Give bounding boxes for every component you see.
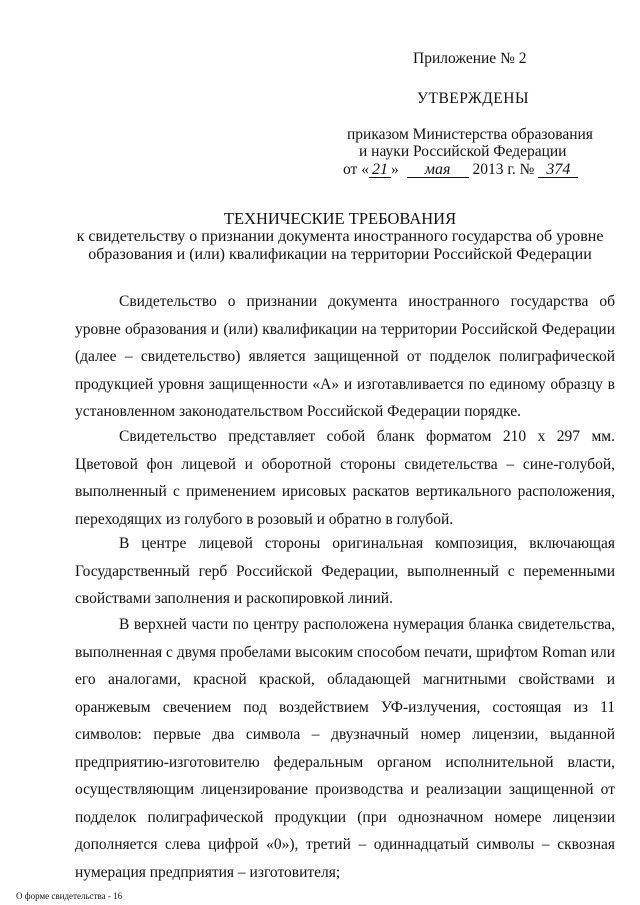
- paragraph-3: В центре лицевой стороны оригинальная композиция, включающая Государственный герб Российской Федерации, выполненный с переменными свойствами заполнения и раскопировкой линий.: [75, 535, 615, 607]
- date-month: мая: [407, 163, 469, 178]
- approved-label: УТВЕРЖДЕНЫ: [417, 90, 529, 107]
- date-prefix: от «: [343, 161, 369, 178]
- date-mid: »: [390, 161, 399, 178]
- paragraph-4: В верхней части по центру расположена нумерация бланка свидетельства, выполненная с двумя пробелами высоким способом печати, шрифтом Roman или его аналогами, красной краской, обладающей магнитными свойствами и оранжевым свечением под воздействием УФ-излучения, состоящая из 11 символов: первые два символа – двузначный номер лицензии, выданной предприятию-изготовителю федеральным органом исполнительной власти, осуществляющим лицензирование производства и реализации защищенной от подделок полиграфической продукции (при однозначном номере лицензии дополняется слева цифрой «0»), третий – одиннадцатый символы – сквозная нумерация предприятия – изготовителя;: [75, 616, 615, 881]
- order-date-line: [343, 161, 578, 179]
- appendix-label: Приложение № 2: [413, 50, 527, 67]
- order-number: 374: [538, 163, 578, 178]
- document-subtitle-line-1: к свидетельству о признании документа иностранного государства об уровне: [76, 228, 604, 245]
- document-title: ТЕХНИЧЕСКИЕ ТРЕБОВАНИЯ: [223, 209, 457, 228]
- document-subtitle-line-2: образования и (или) квалификации на территории Российской Федерации: [88, 246, 592, 263]
- page-footer: О форме свидетельства - 16: [16, 891, 123, 901]
- date-year: 2013 г. №: [472, 161, 535, 178]
- order-line-1: приказом Министерства образования: [347, 126, 593, 143]
- date-day: 21: [369, 163, 391, 178]
- paragraph-2: Свидетельство представляет собой бланк форматом 210 х 297 мм. Цветовой фон лицевой и оборотной стороны свидетельства – сине-голубой, выполненный с применением ирисовых раскатов вертикального расположения, переходящих из голубого в розовый и обратно в голубой.: [75, 428, 615, 528]
- paragraph-1: Свидетельство о признании документа иностранного государства об уровне образования и (или) квалификации на территории Российской Федерации (далее – свидетельство) является защищенной от подделок полиграфической продукцией уровня защищенности «А» и изготавливается по единому образцу в установленном законодательством Российской Федерации порядке.: [75, 293, 615, 420]
- order-line-2: и науки Российской Федерации: [359, 143, 567, 160]
